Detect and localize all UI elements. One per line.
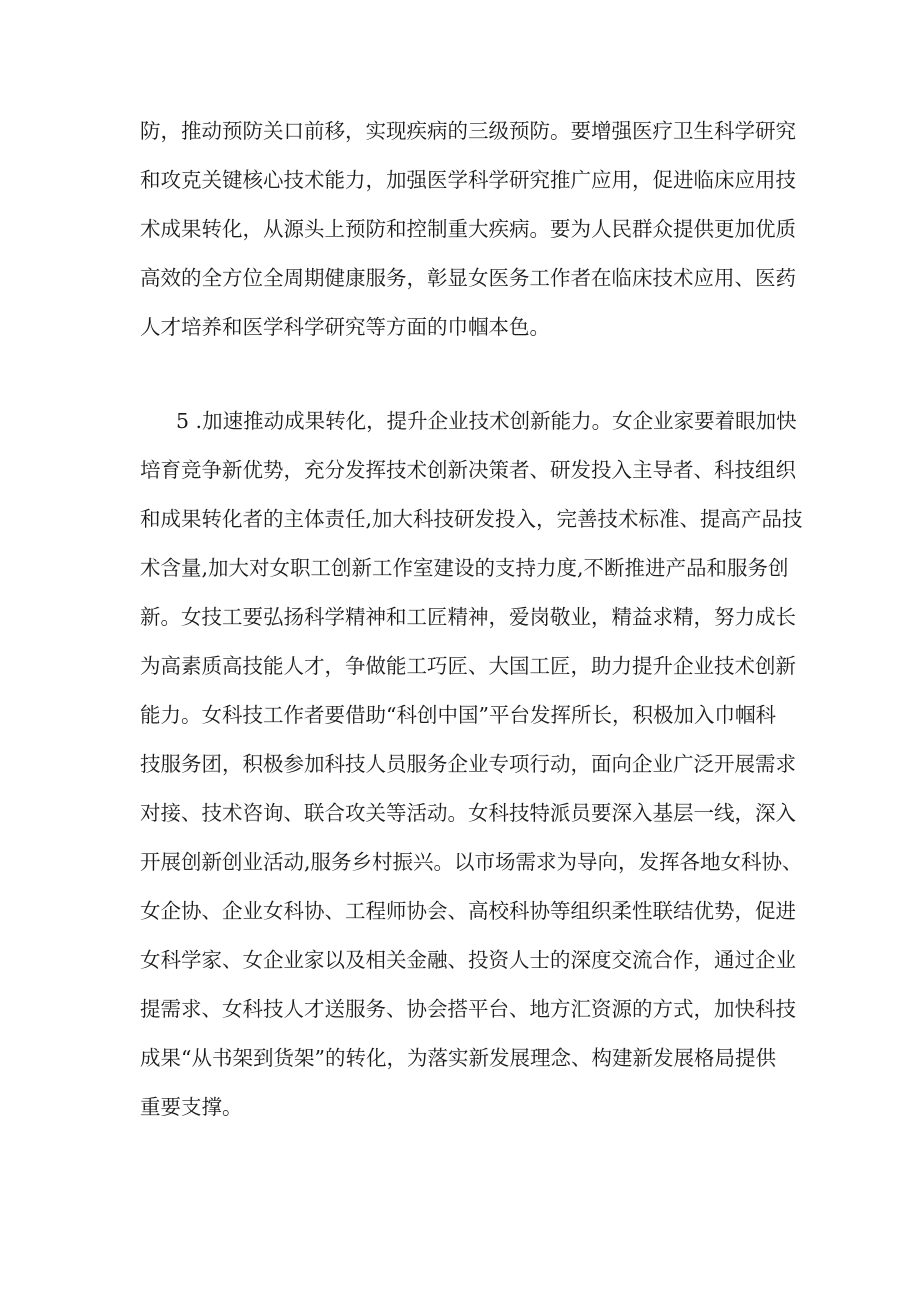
text-line: 培育竞争新优势，充分发挥技术创新决策者、研发投入主导者、科技组织 bbox=[140, 458, 796, 482]
text-line: 高效的全方位全周期健康服务，彰显女医务工作者在临床技术应用、医药 bbox=[140, 266, 796, 290]
text-line: 提需求、女科技人才送服务、协会搭平台、地方汇资源的方式，加快科技 bbox=[140, 997, 796, 1021]
text-line: 新。女技工要弘扬科学精神和工匠精神，爱岗敬业，精益求精，努力成长 bbox=[140, 605, 796, 629]
text-line: 重要支撑。 bbox=[140, 1095, 243, 1119]
text-line: 对接、技术咨询、联合攻关等活动。女科技特派员要深入基层一线，深入 bbox=[140, 801, 796, 825]
text-line: 女科学家、女企业家以及相关金融、投资人士的深度交流合作，通过企业 bbox=[140, 948, 796, 972]
text-line: 为高素质高技能人才，争做能工巧匠、大国工匠，助力提升企业技术创新 bbox=[140, 654, 796, 678]
text-line: 术含量,加大对女职工创新工作室建设的支持力度,不断推进产品和服务创 bbox=[140, 556, 789, 580]
text-line: 技服务团，积极参加科技人员服务企业专项行动，面向企业广泛开展需求 bbox=[140, 752, 796, 776]
text-line: 成果“从书架到货架”的转化，为落实新发展理念、构建新发展格局提供 bbox=[140, 1046, 776, 1070]
paragraph-medical-research bbox=[140, 107, 800, 352]
text-line: 防，推动预防关口前移，实现疾病的三级预防。要增强医疗卫生科学研究 bbox=[140, 119, 796, 143]
section-heading-line: 5 .加速推动成果转化，提升企业技术创新能力。女企业家要着眼加快 bbox=[176, 409, 797, 433]
text-line: 和成果转化者的主体责任,加大科技研发投入，完善技术标准、提高产品技 bbox=[140, 507, 803, 531]
text-line: 和攻克关键核心技术能力，加强医学科学研究推广应用，促进临床应用技 bbox=[140, 168, 796, 192]
text-line: 术成果转化，从源头上预防和控制重大疾病。要为人民群众提供更加优质 bbox=[140, 217, 796, 241]
text-line: 女企协、企业女科协、工程师协会、高校科协等组织柔性联结优势，促进 bbox=[140, 899, 796, 923]
text-line: 人才培养和医学科学研究等方面的巾帼本色。 bbox=[140, 315, 550, 339]
text-line: 开展创新创业活动,服务乡村振兴。以市场需求为导向，发挥各地女科协、 bbox=[140, 850, 803, 874]
text-line: 能力。女科技工作者要借助“科创中国”平台发挥所长，积极加入巾帼科 bbox=[140, 703, 776, 727]
paragraph-innovation bbox=[140, 397, 803, 1132]
